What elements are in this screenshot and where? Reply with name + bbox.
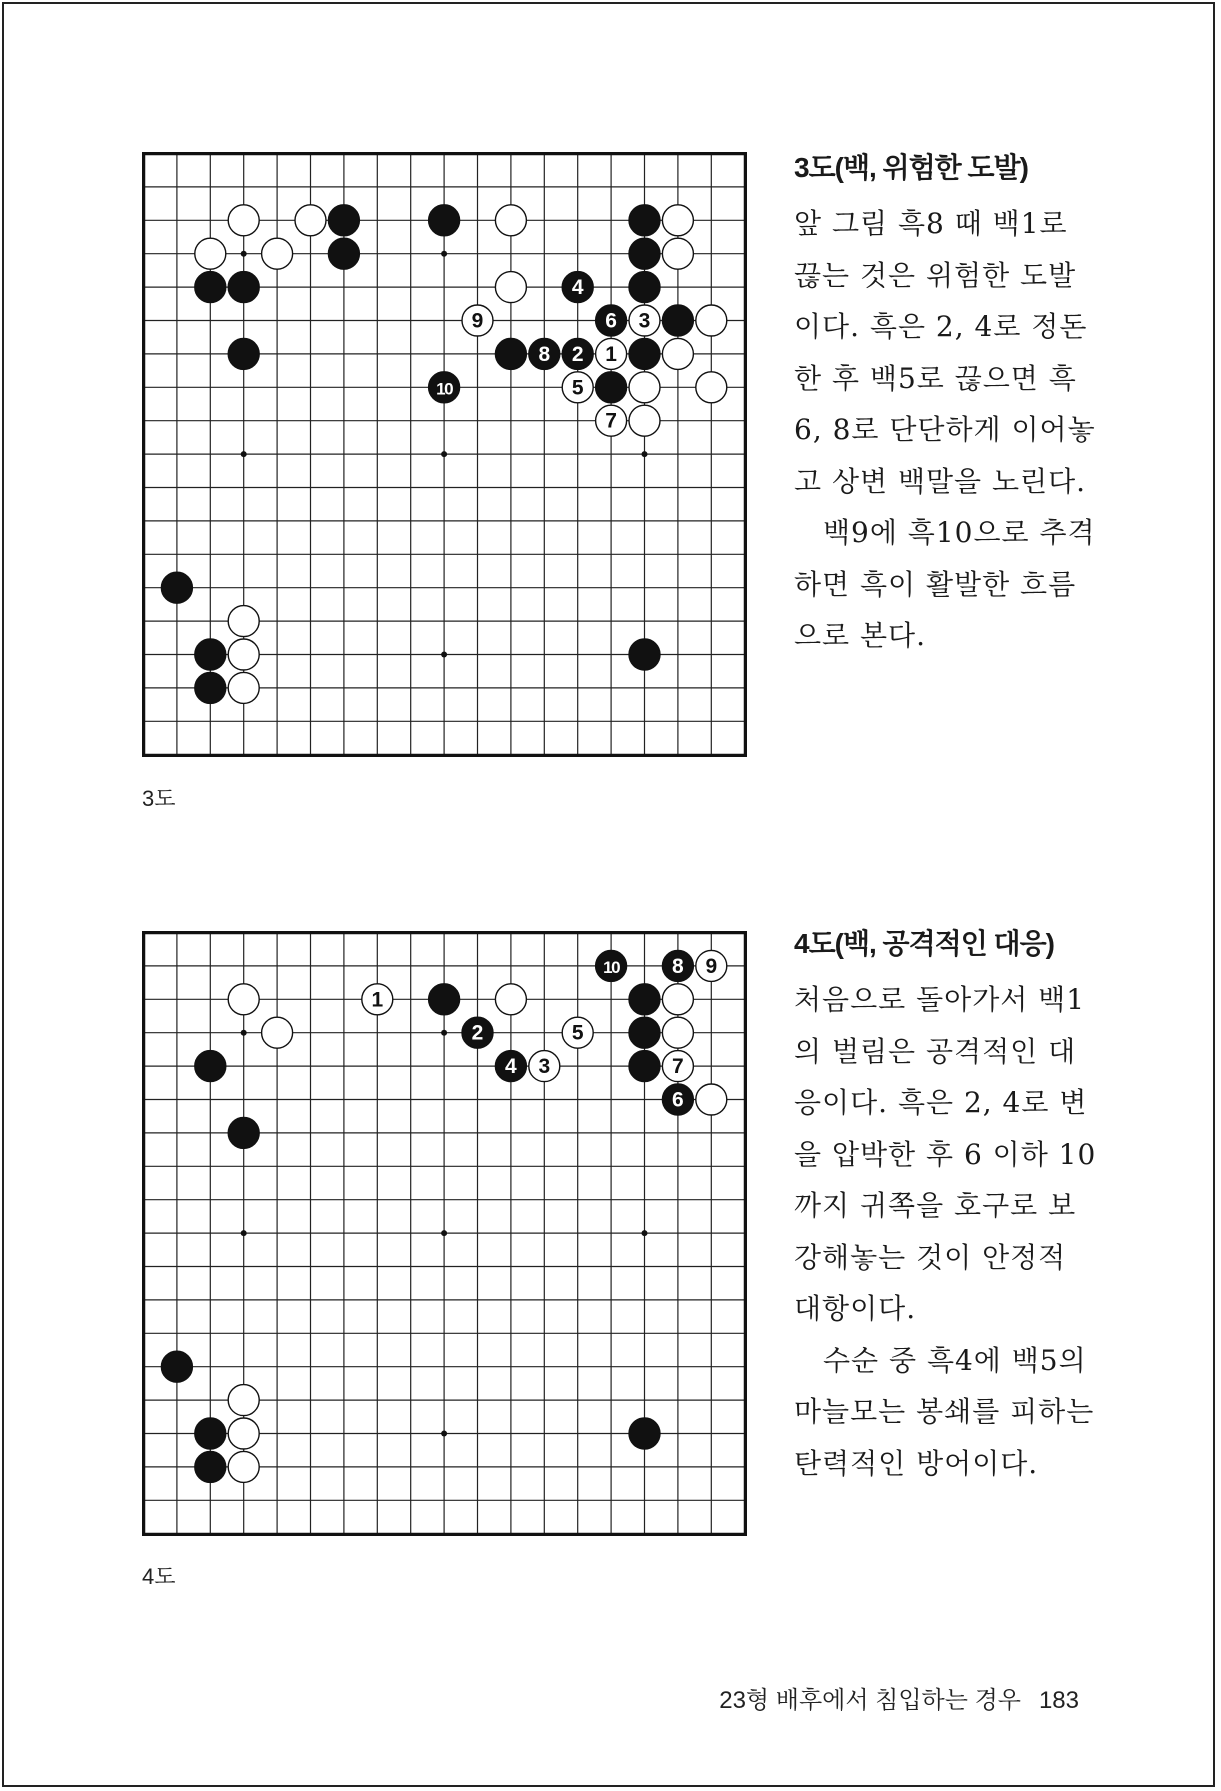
commentary-line: 을 압박한 후 6 이하 10	[794, 1137, 1097, 1171]
black-stone-10	[429, 372, 460, 403]
stone-disc	[629, 372, 660, 403]
white-stone-3	[529, 1051, 560, 1082]
commentary-line: 응이다. 흑은 2, 4로 변	[794, 1086, 1088, 1119]
commentary-line: 이다. 흑은 2, 4로 정돈	[794, 310, 1088, 343]
stone-disc	[629, 639, 660, 670]
white-stone	[495, 984, 526, 1015]
commentary-line: 의 벌림은 공격적인 대	[794, 1034, 1077, 1068]
stone-disc	[262, 1017, 293, 1048]
stone-disc	[629, 338, 660, 369]
white-stone-9	[696, 950, 727, 981]
move-number: 5	[571, 376, 584, 400]
star-point	[441, 1431, 447, 1437]
stone-disc	[696, 305, 727, 336]
page-footer	[701, 1680, 1079, 1715]
white-stone	[262, 1017, 293, 1048]
stone-disc	[228, 338, 259, 369]
commentary-line: 까지 귀쪽을 호구로 보	[794, 1189, 1077, 1222]
commentary-line: 고 상변 백말을 노린다.	[794, 464, 1087, 498]
commentary-line: 마늘모는 봉쇄를 피하는	[794, 1395, 1095, 1428]
white-stone	[228, 205, 259, 236]
move-number: 10	[436, 379, 453, 399]
go-board-diagram-3	[142, 152, 747, 757]
stone-disc	[629, 405, 660, 436]
black-stone	[429, 205, 460, 236]
diagram-3-commentary	[794, 148, 1096, 662]
stone-disc	[228, 639, 259, 670]
stone-disc	[495, 338, 526, 369]
stone-disc	[262, 238, 293, 269]
move-number: 9	[471, 309, 484, 333]
commentary-line: 탄력적인 방어이다.	[794, 1446, 1039, 1480]
stone-disc	[662, 1017, 693, 1048]
white-stone	[495, 272, 526, 303]
white-stone-5	[562, 372, 593, 403]
commentary-line: 처음으로 돌아가서 백1	[794, 983, 1086, 1016]
stone-disc	[228, 1117, 259, 1148]
diagram-3-caption: 3도	[142, 786, 176, 811]
diagram-4-caption: 4도	[142, 1564, 176, 1589]
stone-disc	[629, 238, 660, 269]
white-stone	[228, 606, 259, 637]
stone-disc	[195, 272, 226, 303]
stone-disc	[161, 1351, 192, 1382]
star-point	[441, 451, 447, 457]
white-stone	[696, 372, 727, 403]
diagram-4-commentary	[794, 924, 1097, 1489]
move-number: 3	[538, 1055, 551, 1079]
white-stone	[262, 238, 293, 269]
black-stone-8	[529, 338, 560, 369]
stone-disc	[228, 984, 259, 1015]
move-number: 2	[571, 342, 584, 366]
white-stone	[295, 205, 326, 236]
commentary-line: 앞 그림 흑8 때 백1로	[794, 207, 1068, 240]
move-number: 5	[571, 1021, 584, 1045]
black-stone	[195, 272, 226, 303]
star-point	[642, 1230, 648, 1236]
black-stone	[596, 372, 627, 403]
black-stone-10	[596, 950, 627, 981]
stone-disc	[228, 1385, 259, 1416]
white-stone-7	[596, 405, 627, 436]
stone-disc	[328, 238, 359, 269]
black-stone	[195, 672, 226, 703]
star-point	[241, 451, 247, 457]
white-stone	[629, 372, 660, 403]
stone-disc	[662, 238, 693, 269]
stone-disc	[228, 205, 259, 236]
white-stone-1	[362, 984, 393, 1015]
black-stone	[195, 639, 226, 670]
stone-disc	[696, 1084, 727, 1115]
black-stone	[629, 639, 660, 670]
stone-disc	[195, 238, 226, 269]
page-number: 183	[1038, 1687, 1079, 1714]
stone-disc	[195, 1451, 226, 1482]
white-stone	[629, 405, 660, 436]
white-stone-9	[462, 305, 493, 336]
star-point	[441, 652, 447, 658]
white-stone-3	[629, 305, 660, 336]
move-number: 1	[605, 342, 617, 366]
black-stone	[629, 272, 660, 303]
stone-disc	[662, 338, 693, 369]
white-stone-7	[662, 1051, 693, 1082]
black-stone	[629, 1051, 660, 1082]
black-stone	[629, 238, 660, 269]
black-stone-6	[662, 1084, 693, 1115]
black-stone	[629, 984, 660, 1015]
commentary-line: 한 후 백5로 끊으면 흑	[794, 361, 1077, 395]
stone-disc	[596, 372, 627, 403]
stone-disc	[228, 272, 259, 303]
stone-disc	[629, 272, 660, 303]
stone-disc	[195, 639, 226, 670]
commentary-line: 끊는 것은 위험한 도발	[794, 258, 1077, 292]
stone-disc	[328, 205, 359, 236]
stone-disc	[429, 205, 460, 236]
stone-disc	[228, 1418, 259, 1449]
diagram-4-heading: 4도(백, 공격적인 대응)	[794, 928, 1054, 959]
move-number: 2	[471, 1021, 484, 1045]
stone-disc	[228, 1451, 259, 1482]
star-point	[241, 251, 247, 257]
black-stone	[629, 1418, 660, 1449]
white-stone	[495, 205, 526, 236]
star-point	[241, 1030, 247, 1036]
star-point	[642, 451, 648, 457]
stone-disc	[662, 305, 693, 336]
stone-disc	[696, 372, 727, 403]
stone-disc	[662, 984, 693, 1015]
stone-disc	[629, 1017, 660, 1048]
white-stone	[662, 238, 693, 269]
stone-disc	[629, 984, 660, 1015]
black-stone	[629, 205, 660, 236]
white-stone	[696, 305, 727, 336]
black-stone	[195, 1451, 226, 1482]
commentary-line: 강해놓는 것이 안정적	[794, 1240, 1067, 1274]
move-number: 4	[505, 1055, 517, 1079]
black-stone	[328, 238, 359, 269]
white-stone	[228, 984, 259, 1015]
white-stone	[662, 984, 693, 1015]
chapter-title: 23형 배후에서 침입하는 경우	[719, 1687, 1021, 1714]
star-point	[441, 1230, 447, 1236]
stone-disc	[295, 205, 326, 236]
white-stone	[228, 1418, 259, 1449]
stone-disc	[629, 1418, 660, 1449]
move-number: 6	[672, 1088, 684, 1112]
white-stone	[228, 1385, 259, 1416]
commentary-line: 으로 본다.	[794, 619, 926, 652]
stone-disc	[161, 572, 192, 603]
stone-disc	[228, 606, 259, 637]
stone-disc	[495, 205, 526, 236]
stone-disc	[629, 1051, 660, 1082]
black-stone-2	[462, 1017, 493, 1048]
move-number: 6	[605, 309, 617, 333]
move-number: 9	[705, 954, 718, 978]
star-point	[441, 251, 447, 257]
move-number: 8	[672, 954, 684, 978]
diagram-4-board-svg	[142, 931, 747, 1536]
black-stone	[195, 1051, 226, 1082]
black-stone-2	[562, 338, 593, 369]
move-number: 10	[603, 957, 620, 977]
white-stone-5	[562, 1017, 593, 1048]
stone-disc	[662, 205, 693, 236]
commentary-line: 수순 중 흑4에 백5의	[794, 1343, 1087, 1377]
white-stone	[662, 1017, 693, 1048]
commentary-line: 백9에 흑10으로 추격	[794, 516, 1096, 549]
white-stone	[228, 672, 259, 703]
black-stone-8	[662, 950, 693, 981]
white-stone-1	[596, 338, 627, 369]
star-point	[441, 1030, 447, 1036]
black-stone	[328, 205, 359, 236]
black-stone	[161, 572, 192, 603]
commentary-line: 하면 흑이 활발한 흐름	[794, 567, 1077, 601]
black-stone	[228, 272, 259, 303]
black-stone	[161, 1351, 192, 1382]
diagram-3-board-svg	[142, 152, 747, 757]
black-stone	[495, 338, 526, 369]
move-number: 7	[672, 1055, 684, 1079]
move-number: 7	[605, 409, 617, 433]
stone-disc	[429, 984, 460, 1015]
black-stone	[228, 1117, 259, 1148]
black-stone	[195, 1418, 226, 1449]
black-stone	[228, 338, 259, 369]
white-stone	[228, 1451, 259, 1482]
commentary-line: 대항이다.	[794, 1292, 917, 1325]
black-stone-4	[495, 1051, 526, 1082]
black-stone	[629, 1017, 660, 1048]
stone-disc	[629, 205, 660, 236]
black-stone	[662, 305, 693, 336]
stone-disc	[195, 672, 226, 703]
move-number: 1	[371, 988, 384, 1012]
black-stone-6	[596, 305, 627, 336]
white-stone	[228, 639, 259, 670]
go-board-diagram-4	[142, 931, 747, 1536]
move-number: 3	[638, 309, 651, 333]
stone-disc	[495, 272, 526, 303]
stone-disc	[228, 672, 259, 703]
white-stone	[195, 238, 226, 269]
diagram-3-heading: 3도(백, 위험한 도발)	[794, 152, 1028, 183]
white-stone	[662, 338, 693, 369]
black-stone-4	[562, 272, 593, 303]
white-stone	[696, 1084, 727, 1115]
black-stone	[429, 984, 460, 1015]
black-stone	[629, 338, 660, 369]
star-point	[241, 1230, 247, 1236]
stone-disc	[495, 984, 526, 1015]
move-number: 8	[538, 342, 551, 366]
move-number: 4	[571, 276, 584, 300]
commentary-line: 6, 8로 단단하게 이어놓	[794, 413, 1096, 446]
stone-disc	[195, 1051, 226, 1082]
white-stone	[662, 205, 693, 236]
stone-disc	[195, 1418, 226, 1449]
